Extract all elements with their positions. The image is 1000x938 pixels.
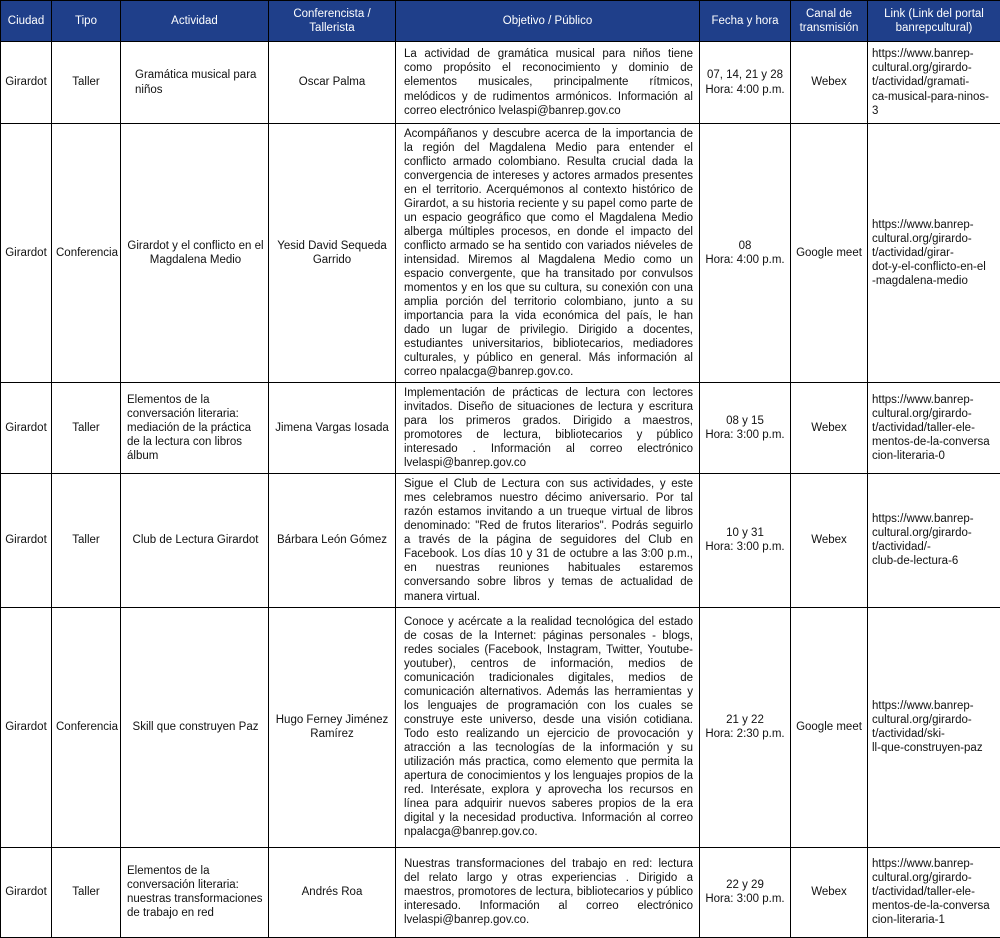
cell-ciudad: Girardot <box>1 42 52 124</box>
cell-ciudad: Girardot <box>1 474 52 607</box>
cell-conferencista: Yesid David Sequeda Garrido <box>269 124 396 383</box>
cell-conferencista: Bárbara León Gómez <box>269 474 396 607</box>
cell-link[interactable]: https://www.banrep- cultural.org/girardo- t/actividad/gramati- ca-musical-para-ninos- 3 <box>868 42 1000 124</box>
cell-tipo: Conferencia <box>52 607 121 847</box>
cell-fecha: 08 y 15 Hora: 3:00 p.m. <box>700 383 791 474</box>
cell-link[interactable]: https://www.banrep- cultural.org/girardo- t/actividad/- club-de-lectura-6 <box>868 474 1000 607</box>
cell-objetivo: Conoce y acércate a la realidad tecnológica del estado de cosas de la Internet: páginas personales - blogs, redes sociales (Facebook, Instagram, Twitter, Youtube-youtuber), centros de información, medios de comunicación tradicionales digitales, medios de comunicación alternativos. Además las herramientas y los lenguajes de programación con los cuales se construye este universo, desde una visión cotidiana. Todo esto realizando un ejercicio de provocación y atracción a las tecnologías de la información y su utilización más practica, como elemento que permita la apertura de conocimientos y los lenguajes propios de la red. Interésate, explora y aprovecha los recursos en línea para adquirir nuevos saberes propios de la era digital y la necesidad productiva. Información al correo npalacga@banrep.gov.co. <box>396 607 700 847</box>
cell-tipo: Taller <box>52 42 121 124</box>
cell-fecha: 22 y 29 Hora: 3:00 p.m. <box>700 847 791 937</box>
cell-canal: Webex <box>791 847 868 937</box>
header-fecha: Fecha y hora <box>700 1 791 42</box>
cell-conferencista: Oscar Palma <box>269 42 396 124</box>
table-row <box>1 124 1000 383</box>
cell-fecha: 10 y 31 Hora: 3:00 p.m. <box>700 474 791 607</box>
cell-canal: Google meet <box>791 124 868 383</box>
header-ciudad: Ciudad <box>1 1 52 42</box>
cell-link[interactable]: https://www.banrep- cultural.org/girardo- t/actividad/taller-ele- mentos-de-la-conversa cion-literaria-0 <box>868 383 1000 474</box>
cell-conferencista: Hugo Ferney Jiménez Ramírez <box>269 607 396 847</box>
cell-fecha: 07, 14, 21 y 28 Hora: 4:00 p.m. <box>700 42 791 124</box>
cell-actividad: Skill que construyen Paz <box>121 607 269 847</box>
cell-objetivo: Implementación de prácticas de lectura con lectores invitados. Diseño de situaciones de lectura y escritura para los primeros grados. Dirigido a maestros, promotores de lectura, bibliotecarios y público interesado . Información al correo electrónico lvelaspi@banrep.gov.co <box>396 383 700 474</box>
cell-tipo: Taller <box>52 847 121 937</box>
header-objetivo: Objetivo / Público <box>396 1 700 42</box>
cell-link[interactable]: https://www.banrep- cultural.org/girardo- t/actividad/taller-ele- mentos-de-la-conversa cion-literaria-1 <box>868 847 1000 937</box>
cell-fecha: 21 y 22 Hora: 2:30 p.m. <box>700 607 791 847</box>
cell-conferencista: Jimena Vargas Iosada <box>269 383 396 474</box>
header-conferencista: Conferencista / Tallerista <box>269 1 396 42</box>
cell-ciudad: Girardot <box>1 607 52 847</box>
cell-objetivo: Nuestras transformaciones del trabajo en red: lectura del relato largo y otras experiencias . Dirigido a maestros, promotores de lectura, bibliotecarios y público interesado. Información al correo electrónico lvelaspi@banrep.gov.co. <box>396 847 700 937</box>
table-row <box>1 607 1000 847</box>
cell-ciudad: Girardot <box>1 124 52 383</box>
cell-canal: Google meet <box>791 607 868 847</box>
cell-objetivo: Acompáñanos y descubre acerca de la importancia de la región del Magdalena Medio para entender el conflicto armado colombiano. Resulta crucial dada la convergencia de intereses y actores armados presentes en el territorio. Acerquémonos al contexto histórico de Girardot, a su historia reciente y su papel como parte de un espacio geográfico que como el Magdalena Medio alberga múltiples procesos, en donde el impacto del conflicto armado se ha sentido con variados niéveles de intensidad. Miremos al Magdalena Medio como un espacio convergente, que ha transitado por convulsos momentos y en los que su cultura, su conexión con una amplia porción del territorio colombiano, junto a su importancia para la vida económica del país, le han dado un lugar de privilegio. Dirigido a docentes, estudiantes universitarios, bibliotecarios, mediadores culturales, y público en general. Más información al correo npalacga@banrep.gov.co. <box>396 124 700 383</box>
cell-actividad: Girardot y el conflicto en el Magdalena Medio <box>121 124 269 383</box>
header-actividad: Actividad <box>121 1 269 42</box>
cell-conferencista: Andrés Roa <box>269 847 396 937</box>
header-tipo: Tipo <box>52 1 121 42</box>
cell-actividad: Club de Lectura Girardot <box>121 474 269 607</box>
table-row <box>1 474 1000 607</box>
cell-link[interactable]: https://www.banrep- cultural.org/girardo- t/actividad/girar- dot-y-el-conflicto-en-el -magdalena-medio <box>868 124 1000 383</box>
cell-objetivo: La actividad de gramática musical para niños tiene como propósito el reconocimiento y dominio de elementos musicales, principalmente rítmicos, melódicos y de rudimentos armónicos. Información al correo electrónico lvelaspi@banrep.gov.co <box>396 42 700 124</box>
cell-canal: Webex <box>791 383 868 474</box>
cell-ciudad: Girardot <box>1 847 52 937</box>
cell-tipo: Taller <box>52 383 121 474</box>
cell-fecha: 08 Hora: 4:00 p.m. <box>700 124 791 383</box>
header-canal: Canal de transmisión <box>791 1 868 42</box>
cell-actividad: Gramática musical para niños <box>121 42 269 124</box>
header-link: Link (Link del portal banrepcultural) <box>868 1 1000 42</box>
cell-objetivo: Sigue el Club de Lectura con sus actividades, y este mes celebramos nuestro décimo aniversario. Por tal razón estamos invitando a un trueque virtual de libros denominado: "Red de frutos literarios". Podrás seguirlo a través de la página de seguidores del Club en Facebook. Los días 10 y 31 de octubre a las 3:00 p.m., en nuestras reuniones habituales estaremos conversando sobre libros y temas de actualidad de manera virtual. <box>396 474 700 607</box>
cell-canal: Webex <box>791 42 868 124</box>
cell-ciudad: Girardot <box>1 383 52 474</box>
table-header-row <box>1 1 1000 42</box>
cell-tipo: Conferencia <box>52 124 121 383</box>
cell-actividad: Elementos de la conversación literaria: mediación de la práctica de la lectura con libros álbum <box>121 383 269 474</box>
cell-actividad: Elementos de la conversación literaria: nuestras transformaciones de trabajo en red <box>121 847 269 937</box>
table-row <box>1 42 1000 124</box>
cell-link[interactable]: https://www.banrep- cultural.org/girardo- t/actividad/ski- ll-que-construyen-paz <box>868 607 1000 847</box>
cell-tipo: Taller <box>52 474 121 607</box>
table-row <box>1 847 1000 937</box>
table-row <box>1 383 1000 474</box>
cell-canal: Webex <box>791 474 868 607</box>
